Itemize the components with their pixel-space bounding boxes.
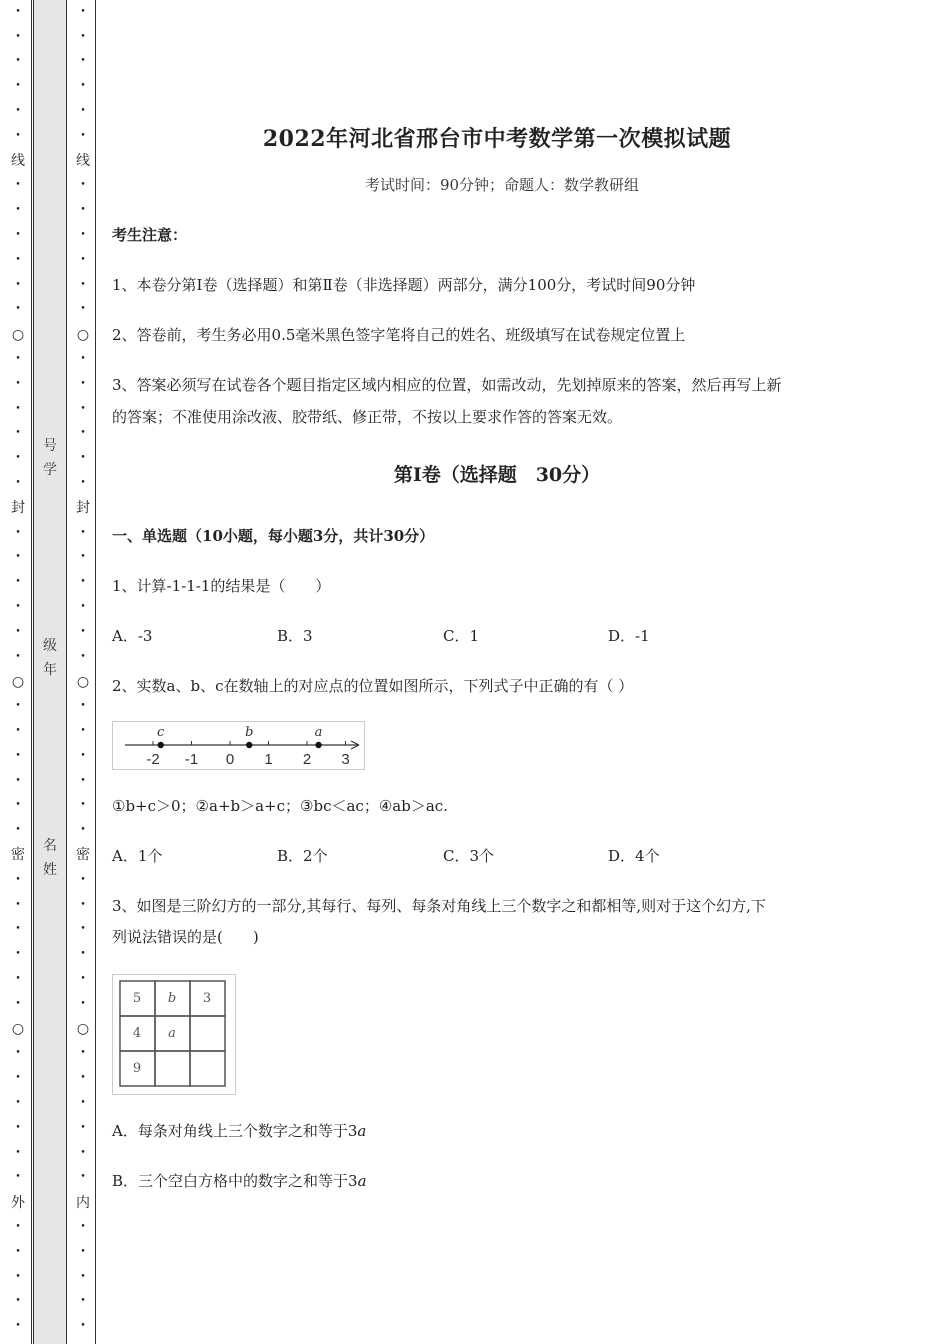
seal-dot: • xyxy=(80,602,86,613)
seal-dot: • xyxy=(15,403,21,414)
seal-dot: • xyxy=(15,949,21,960)
seal-dot: • xyxy=(80,924,86,935)
seal-dot: • xyxy=(15,279,21,290)
seal-dot: • xyxy=(15,1172,21,1183)
field-class xyxy=(33,634,67,682)
seal-mark: 封 xyxy=(11,500,25,517)
tick-label: 3 xyxy=(341,751,350,768)
margin-line xyxy=(95,0,96,1344)
number-line xyxy=(113,722,364,769)
seal-dot: • xyxy=(15,825,21,836)
seal-dot: • xyxy=(15,577,21,588)
field-student-id xyxy=(33,434,67,482)
seal-dot: • xyxy=(15,1147,21,1158)
seal-dot: • xyxy=(80,726,86,736)
seal-dot: • xyxy=(80,949,86,960)
tick-label: -2 xyxy=(146,751,160,768)
tick-label: 2 xyxy=(302,751,312,768)
option-text: B．三个空白方格中的数字之和等于3 xyxy=(112,1172,358,1190)
seal-dot: • xyxy=(80,378,86,389)
seal-dot: • xyxy=(80,1172,86,1183)
seal-dot: • xyxy=(15,304,21,315)
page-subtitle: 考试时间：90分钟；命题人：数学教研组 xyxy=(364,176,640,194)
seal-dot: • xyxy=(15,354,21,365)
seal-dot: • xyxy=(15,230,21,241)
option-c: C．1 xyxy=(443,627,480,645)
grid-value: b xyxy=(167,991,177,1006)
question-statements: ①b+c＞0；②a+b＞a+c；③bc＜ac；④ab＞ac. xyxy=(112,797,448,815)
seal-dot: • xyxy=(80,1147,86,1158)
seal-dot: • xyxy=(15,106,21,117)
option-variable: a xyxy=(357,1122,367,1140)
seal-dot: • xyxy=(80,428,86,439)
seal-dot: • xyxy=(15,1246,21,1257)
seal-dot: • xyxy=(15,998,21,1009)
question-stem: 1、计算-1-1-1的结果是（ ） xyxy=(112,577,331,595)
seal-dot: • xyxy=(15,180,21,191)
seal-dot: • xyxy=(80,56,86,67)
seal-dot: • xyxy=(80,1097,86,1108)
notice-item: 的答案；不准使用涂改液、胶带纸、修正带，不按以上要求作答的答案无效。 xyxy=(112,408,623,426)
option-b: B．2个 xyxy=(277,847,328,865)
seal-dot: • xyxy=(80,254,86,265)
seal-dot: • xyxy=(80,1048,86,1059)
seal-dot: • xyxy=(80,453,86,464)
point-label: c xyxy=(157,725,165,740)
field-char: 号 xyxy=(43,438,57,454)
seal-dot: • xyxy=(80,874,86,885)
seal-dot: • xyxy=(80,130,86,141)
seal-dot: • xyxy=(15,1221,21,1232)
seal-dot: • xyxy=(80,279,86,290)
seal-dot: • xyxy=(80,775,86,786)
seal-dot: • xyxy=(15,1321,21,1332)
seal-dot: • xyxy=(80,354,86,365)
field-char: 名 xyxy=(43,838,57,854)
tick-label: 1 xyxy=(264,751,273,768)
seal-dot: • xyxy=(80,800,86,811)
seal-dot: • xyxy=(80,651,86,662)
seal-mark: ○ xyxy=(76,326,90,343)
seal-dot: • xyxy=(80,1296,86,1307)
seal-mark: 封 xyxy=(76,500,90,517)
section-title: 第I卷（选择题 30分） xyxy=(393,464,601,486)
notice-item: 2、答卷前，考生务必用0.5毫米黑色签字笔将自己的姓名、班级填写在试卷规定位置上 xyxy=(112,326,686,344)
question-options xyxy=(112,621,812,651)
seal-dot: • xyxy=(80,31,86,42)
seal-dot: • xyxy=(15,626,21,637)
seal-mark: 线 xyxy=(76,153,90,170)
seal-dot: • xyxy=(80,1246,86,1257)
seal-mark: ○ xyxy=(11,673,25,690)
grid-value: 4 xyxy=(132,1026,142,1041)
notice-heading: 考生注意： xyxy=(112,226,188,244)
seal-dot: • xyxy=(80,230,86,241)
seal-dot: • xyxy=(15,800,21,811)
seal-dot: • xyxy=(80,205,86,216)
seal-mark: ○ xyxy=(11,1021,25,1038)
seal-dot: • xyxy=(15,130,21,141)
seal-dot: • xyxy=(15,775,21,786)
seal-dot: • xyxy=(80,1122,86,1133)
field-char: 学 xyxy=(43,462,57,478)
seal-dot: • xyxy=(15,254,21,265)
seal-dot: • xyxy=(15,378,21,389)
seal-dot: • xyxy=(15,899,21,910)
seal-dot: • xyxy=(15,31,21,42)
seal-mark: 内 xyxy=(76,1194,90,1211)
number-line-figure xyxy=(112,721,365,770)
page-title: 2022年河北省邢台市中考数学第一次模拟试题 xyxy=(262,126,732,152)
option-d: D．4个 xyxy=(608,847,660,865)
grid-value: 3 xyxy=(202,991,212,1006)
seal-dot: • xyxy=(80,81,86,92)
seal-dot: • xyxy=(80,1221,86,1232)
seal-dot: • xyxy=(15,726,21,736)
seal-dot: • xyxy=(80,106,86,117)
seal-dot: • xyxy=(15,478,21,489)
question-options xyxy=(112,841,812,871)
grid-value: a xyxy=(168,1026,176,1041)
seal-dot: • xyxy=(80,973,86,984)
seal-dot: • xyxy=(15,1122,21,1133)
seal-dot: • xyxy=(80,825,86,836)
grid-value: 5 xyxy=(132,991,142,1006)
seal-dot: • xyxy=(80,552,86,563)
seal-dot: • xyxy=(15,552,21,563)
seal-dot: • xyxy=(80,626,86,637)
option-variable: a xyxy=(357,1172,367,1190)
seal-dot: • xyxy=(15,1271,21,1282)
grid-cell xyxy=(155,1051,190,1086)
point-marker xyxy=(246,742,252,748)
seal-dot: • xyxy=(15,81,21,92)
option-b xyxy=(112,1166,367,1196)
seal-dot: • xyxy=(80,403,86,414)
seal-dot: • xyxy=(80,701,86,712)
seal-dot: • xyxy=(80,577,86,588)
seal-dot: • xyxy=(80,304,86,315)
seal-dot: • xyxy=(15,1296,21,1307)
seal-dot: • xyxy=(15,651,21,662)
seal-mark: ○ xyxy=(76,673,90,690)
inner-seal-line xyxy=(73,0,93,1344)
part-heading: 一、单选题（10小题，每小题3分，共计30分） xyxy=(112,527,435,545)
seal-mark: 密 xyxy=(11,847,25,864)
option-text: A．每条对角线上三个数字之和等于3 xyxy=(112,1122,358,1140)
seal-mark: 外 xyxy=(11,1194,25,1211)
option-d: D．-1 xyxy=(608,627,650,645)
magic-square-figure xyxy=(112,974,236,1095)
tick-label: 0 xyxy=(225,751,235,768)
question-stem: 列说法错误的是( ) xyxy=(112,928,259,946)
seal-dot: • xyxy=(15,453,21,464)
seal-mark: ○ xyxy=(76,1021,90,1038)
seal-dot: • xyxy=(80,1073,86,1084)
seal-dot: • xyxy=(80,1321,86,1332)
grid-cell xyxy=(190,1051,225,1086)
magic-square xyxy=(113,975,235,1094)
seal-mark: ○ xyxy=(11,326,25,343)
seal-mark: 密 xyxy=(76,847,90,864)
seal-dot: • xyxy=(15,527,21,538)
point-label: a xyxy=(314,725,323,740)
notice-item: 3、答案必须写在试卷各个题目指定区域内相应的位置，如需改动，先划掉原来的答案，然后再写上新 xyxy=(112,376,782,394)
option-a: A．-3 xyxy=(112,627,153,645)
point-label: b xyxy=(245,725,254,740)
field-char: 年 xyxy=(43,662,57,678)
seal-dot: • xyxy=(80,1271,86,1282)
question-stem: 2、实数a、b、c在数轴上的对应点的位置如图所示，下列式子中正确的有（ ） xyxy=(112,677,634,695)
field-char: 级 xyxy=(43,638,57,654)
tick-label: -1 xyxy=(184,751,199,768)
seal-dot: • xyxy=(15,205,21,216)
field-char: 姓 xyxy=(43,862,57,878)
option-b: B．3 xyxy=(277,627,313,645)
seal-dot: • xyxy=(15,1097,21,1108)
option-a xyxy=(112,1116,366,1146)
question-stem: 3、如图是三阶幻方的一部分,其每行、每列、每条对角线上三个数字之和都相等,则对于这个幻方,下 xyxy=(112,897,766,915)
seal-dot: • xyxy=(80,527,86,538)
seal-dot: • xyxy=(80,750,86,761)
seal-dot: • xyxy=(15,6,21,17)
seal-dot: • xyxy=(15,701,21,712)
option-a: A．1个 xyxy=(112,847,163,865)
grid-value: 9 xyxy=(132,1061,142,1076)
point-marker xyxy=(315,742,321,748)
point-marker xyxy=(158,742,164,748)
field-name xyxy=(33,834,67,882)
seal-dot: • xyxy=(15,1073,21,1084)
seal-dot: • xyxy=(15,1048,21,1059)
notice-item: 1、本卷分第I卷（选择题）和第Ⅱ卷（非选择题）两部分，满分100分，考试时间90分钟 xyxy=(112,276,696,294)
seal-dot: • xyxy=(80,899,86,910)
seal-dot: • xyxy=(15,602,21,613)
seal-dot: • xyxy=(80,180,86,191)
seal-dot: • xyxy=(80,478,86,489)
seal-dot: • xyxy=(15,56,21,67)
seal-dot: • xyxy=(15,973,21,984)
seal-dot: • xyxy=(15,924,21,935)
seal-dot: • xyxy=(80,998,86,1009)
seal-dot: • xyxy=(15,428,21,439)
grid-cell xyxy=(190,1016,225,1051)
seal-dot: • xyxy=(15,874,21,885)
outer-seal-line xyxy=(8,0,28,1344)
margin-line xyxy=(31,0,32,1344)
option-c: C．3个 xyxy=(443,847,495,865)
seal-mark: 线 xyxy=(11,153,25,170)
seal-dot: • xyxy=(15,750,21,761)
seal-dot: • xyxy=(80,6,86,17)
